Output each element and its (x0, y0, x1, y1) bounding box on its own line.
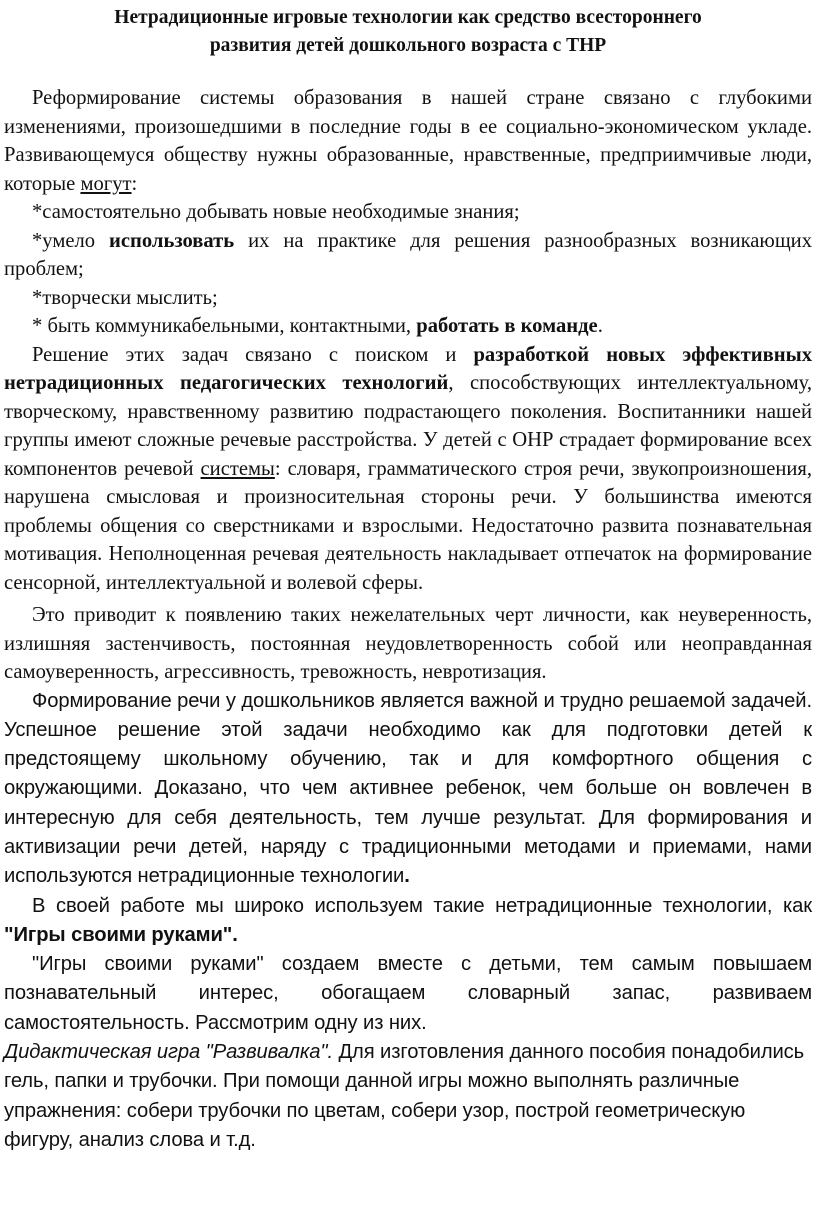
bold-ispolzovat: использовать (109, 229, 235, 252)
bold-new-technologies: разработкой новых эффективных нетрадиционных педагогических технологий (4, 343, 812, 394)
p4-bold-period: . (404, 865, 410, 888)
list-item-1: *самостоятельно добывать новые необходимые знания; (32, 201, 520, 223)
intro-text: Реформирование системы образования в нашей стране связано с глубокими изменениями, произошедшими в последние годы в ее социально-экономическом укладе. Развивающемуся обществу нужны образованные, нравственные, предприимчивые люди, которые (4, 87, 812, 195)
underlined-word-mogut: могут (80, 172, 132, 195)
p2-middle: , способствующих интеллектуальному, творческому, нравственному развитию подрастающего поколения. Воспитанники нашей группы имеют сложные речевые расстройства. У детей с ОНР страдает формирование всех компонентов речевой (4, 372, 813, 480)
bold-igry-svoimi-rukami: "Игры своими руками". (4, 923, 238, 946)
p4-text: Формирование речи у дошкольников является важной и трудно решаемой задачей. Успешное решение этой задачи необходимо как для подготовки детей к предстоящему школьному обучению, так и для комфортного общения с окружающими. Доказано, что чем активнее ребенок, чем больше он вовлечен в интересную для себя деятельность, тем лучше результат. Для формирования и активизации речи детей, наряду с традиционными методами и приемами, нами используются нетрадиционные технологии (4, 689, 812, 888)
p7-rest: Для изготовления данного пособия понадобились гель, папки и трубочки. При помощи данной игры можно выполнять различные упражнения: собери трубочки по цветам, собери узор, построй геометрическую фигуру, анализ слова и т.д. (4, 1041, 805, 1151)
paragraph-homemade-games (4, 892, 812, 951)
paragraph-intro (4, 84, 812, 198)
underlined-word-sistemy: системы (200, 457, 275, 480)
paragraph-speech-formation (4, 687, 812, 892)
paragraph-razvivalka (4, 1038, 812, 1155)
document-title (4, 4, 812, 60)
p2-before: Решение этих задач связано с поиском и (32, 343, 474, 366)
list-item-4 (4, 312, 812, 341)
list-item-2-rest: их на практике для решения разнообразных возникающих проблем; (4, 229, 812, 280)
bold-rabotat-v-komande: работать в команде (416, 315, 598, 337)
intro-colon: : (131, 172, 138, 195)
list-item-3: *творчески мыслить; (32, 286, 218, 309)
p2-after: : словаря, грамматического строя речи, звукопроизношения, нарушена смысловая и произносительная стороны речи. У большинства имеются проблемы общения со сверстниками и взрослыми. Недостаточно развита познавательная мотивация. Неполноценная речевая деятельность накладывает отпечаток на формирование сенсорной, интеллектуальной и волевой сферы. (4, 457, 813, 594)
paragraph-technologies (4, 341, 812, 598)
italic-game-title: Дидактическая игра "Развивалка". (4, 1041, 333, 1064)
list-item-2-prefix: *умело (32, 229, 109, 252)
p5-before: В своей работе мы широко используем такие нетрадиционные технологии, как (32, 894, 812, 917)
list-item-2 (4, 227, 812, 284)
list-item-4-prefix: * быть коммуникабельными, контактными, (32, 315, 417, 337)
paragraph-games-description: "Игры своими руками" создаем вместе с детьми, тем самым повышаем познавательный интерес, обогащаем словарный запас, развиваем самостоятельность. Рассмотрим одну из них. (4, 953, 812, 1034)
paragraph-consequences: Это приводит к появлению таких нежелательных черт личности, как неуверенность, излишняя застенчивость, постоянная неудовлетворенность собой или неоправданная самоуверенность, агрессивность, тревожность, невротизация. (4, 604, 812, 683)
list-item-4-period: . (597, 315, 603, 337)
title-line-1: Нетрадиционные игровые технологии как средство всестороннего (114, 7, 702, 28)
title-line-2: развития детей дошкольного возраста с ТНР (209, 35, 607, 56)
